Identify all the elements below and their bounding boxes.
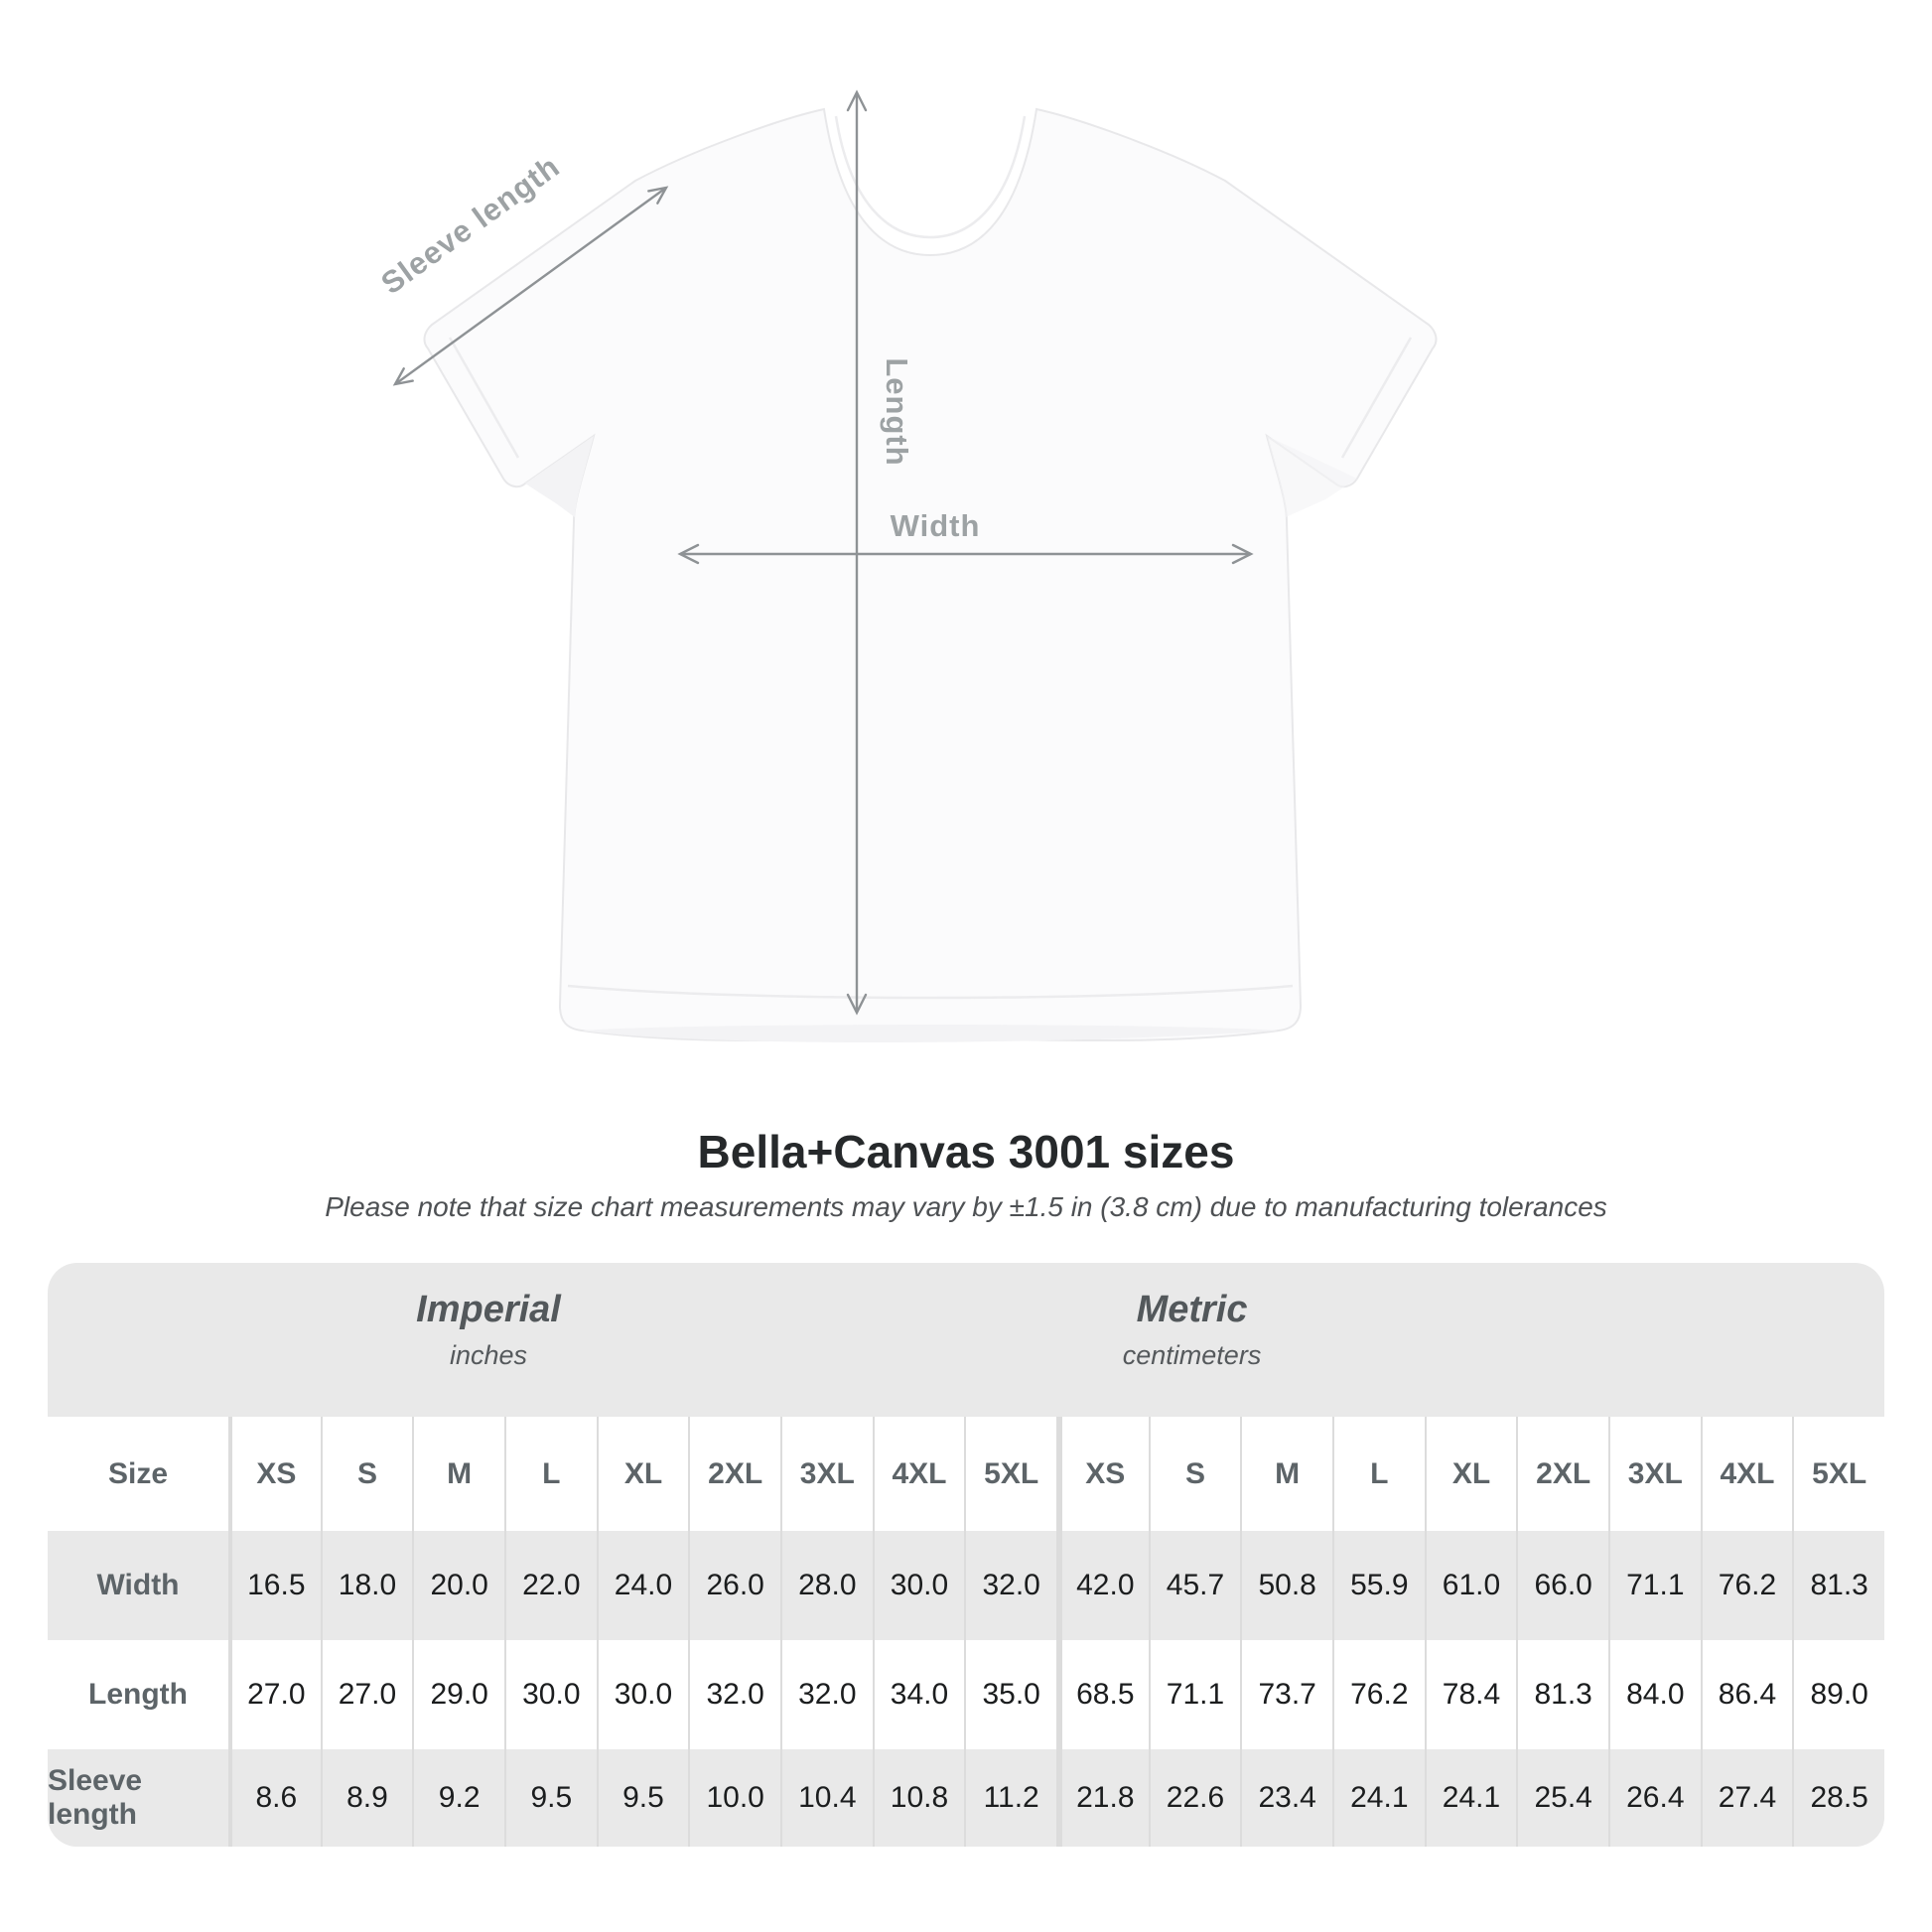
- measurement-cell: 10.0: [688, 1749, 780, 1847]
- measurement-cell: 78.4: [1425, 1640, 1517, 1749]
- measurement-cell: 30.0: [504, 1640, 597, 1749]
- measurement-cell: 84.0: [1608, 1640, 1701, 1749]
- size-col-header: 4XL: [1701, 1417, 1793, 1531]
- measurement-cell: 24.1: [1425, 1749, 1517, 1847]
- measurement-cell: 24.0: [597, 1531, 689, 1640]
- table-row-length: [48, 1640, 1884, 1749]
- size-table: [48, 1263, 1884, 1847]
- size-col-header: 2XL: [1516, 1417, 1608, 1531]
- measurement-cell: 89.0: [1792, 1640, 1884, 1749]
- measurement-cell: 27.0: [321, 1640, 413, 1749]
- measurement-cell: 11.2: [964, 1749, 1056, 1847]
- measurement-cell: 71.1: [1608, 1531, 1701, 1640]
- measurement-cell: 22.6: [1149, 1749, 1241, 1847]
- size-col-header: XL: [1425, 1417, 1517, 1531]
- measurement-cell: 61.0: [1425, 1531, 1517, 1640]
- imperial-section-header: [416, 1289, 561, 1371]
- size-col-header: M: [1240, 1417, 1332, 1531]
- measurement-cell: 30.0: [873, 1531, 965, 1640]
- table-row-sizes: [48, 1417, 1884, 1531]
- measurement-cell: 20.0: [412, 1531, 504, 1640]
- measurement-cell: 8.9: [321, 1749, 413, 1847]
- size-col-header: 5XL: [1792, 1417, 1884, 1531]
- measurement-cell: 42.0: [1056, 1531, 1149, 1640]
- size-col-header: 3XL: [780, 1417, 873, 1531]
- measurement-cell: 8.6: [228, 1749, 321, 1847]
- unit-header-band: [48, 1263, 1884, 1417]
- measurement-cell: 9.5: [504, 1749, 597, 1847]
- size-col-header: 5XL: [964, 1417, 1056, 1531]
- measurement-cell: 30.0: [597, 1640, 689, 1749]
- size-col-header: 3XL: [1608, 1417, 1701, 1531]
- size-chart-title: Bella+Canvas 3001 sizes: [697, 1126, 1235, 1177]
- imperial-unit: inches: [449, 1340, 528, 1370]
- size-col-header: 4XL: [873, 1417, 965, 1531]
- measurement-cell: 71.1: [1149, 1640, 1241, 1749]
- measurement-cell: 27.4: [1701, 1749, 1793, 1847]
- size-col-header: XS: [1056, 1417, 1149, 1531]
- measurement-cell: 26.0: [688, 1531, 780, 1640]
- measurement-cell: 24.1: [1332, 1749, 1425, 1847]
- measurement-cell: 32.0: [964, 1531, 1056, 1640]
- measurement-cell: 18.0: [321, 1531, 413, 1640]
- width-label: Width: [890, 508, 981, 543]
- measurement-cell: 29.0: [412, 1640, 504, 1749]
- length-label: Length: [880, 357, 914, 467]
- measurement-cell: 9.2: [412, 1749, 504, 1847]
- size-col-header: L: [1332, 1417, 1425, 1531]
- size-chart-note: Please note that size chart measurements may vary by ±1.5 in (3.8 cm) due to manufacturing tolerances: [325, 1191, 1607, 1222]
- measurement-cell: 86.4: [1701, 1640, 1793, 1749]
- measurement-cell: 23.4: [1240, 1749, 1332, 1847]
- measurement-cell: 27.0: [228, 1640, 321, 1749]
- measurement-cell: 76.2: [1332, 1640, 1425, 1749]
- measurement-cell: 32.0: [688, 1640, 780, 1749]
- measurement-cell: 22.0: [504, 1531, 597, 1640]
- imperial-title: Imperial: [416, 1289, 561, 1330]
- measurement-cell: 32.0: [780, 1640, 873, 1749]
- sleeve-length-label: Sleeve length: [374, 148, 567, 302]
- measurement-cell: 66.0: [1516, 1531, 1608, 1640]
- measurement-cell: 81.3: [1792, 1531, 1884, 1640]
- table-row-width: [48, 1531, 1884, 1640]
- measurement-cell: 55.9: [1332, 1531, 1425, 1640]
- row-label: Sleeve length: [48, 1764, 143, 1831]
- row-label: Width: [96, 1569, 180, 1601]
- measurement-cell: 73.7: [1240, 1640, 1332, 1749]
- measurement-cell: 28.5: [1792, 1749, 1884, 1847]
- measurement-cell: 81.3: [1516, 1640, 1608, 1749]
- tshirt-silhouette: [425, 109, 1437, 1040]
- metric-unit: centimeters: [1122, 1340, 1262, 1370]
- size-col-header: S: [321, 1417, 413, 1531]
- measurement-cell: 34.0: [873, 1640, 965, 1749]
- measurement-cell: 10.4: [780, 1749, 873, 1847]
- collar-neckband: [836, 116, 1025, 237]
- measurement-cell: 45.7: [1149, 1531, 1241, 1640]
- measurement-cell: 68.5: [1056, 1640, 1149, 1749]
- size-corner-label: Size: [107, 1456, 169, 1490]
- measurement-cell: 35.0: [964, 1640, 1056, 1749]
- size-col-header: M: [412, 1417, 504, 1531]
- size-col-header: XL: [597, 1417, 689, 1531]
- measurement-cell: 76.2: [1701, 1531, 1793, 1640]
- size-col-header: S: [1149, 1417, 1241, 1531]
- measurement-cell: 28.0: [780, 1531, 873, 1640]
- measurement-cell: 10.8: [873, 1749, 965, 1847]
- measurement-cell: 26.4: [1608, 1749, 1701, 1847]
- measurement-cell: 9.5: [597, 1749, 689, 1847]
- size-col-header: 2XL: [688, 1417, 780, 1531]
- tshirt-diagram: [347, 55, 1440, 1092]
- measurement-cell: 21.8: [1056, 1749, 1149, 1847]
- metric-title: Metric: [1136, 1289, 1248, 1330]
- measurement-cell: 25.4: [1516, 1749, 1608, 1847]
- measurement-cell: 50.8: [1240, 1531, 1332, 1640]
- measurement-cell: 16.5: [228, 1531, 321, 1640]
- size-col-header: XS: [228, 1417, 321, 1531]
- size-col-header: L: [504, 1417, 597, 1531]
- row-label: Length: [88, 1678, 188, 1711]
- metric-section-header: [1123, 1289, 1262, 1371]
- table-row-sleeve: [48, 1749, 1884, 1847]
